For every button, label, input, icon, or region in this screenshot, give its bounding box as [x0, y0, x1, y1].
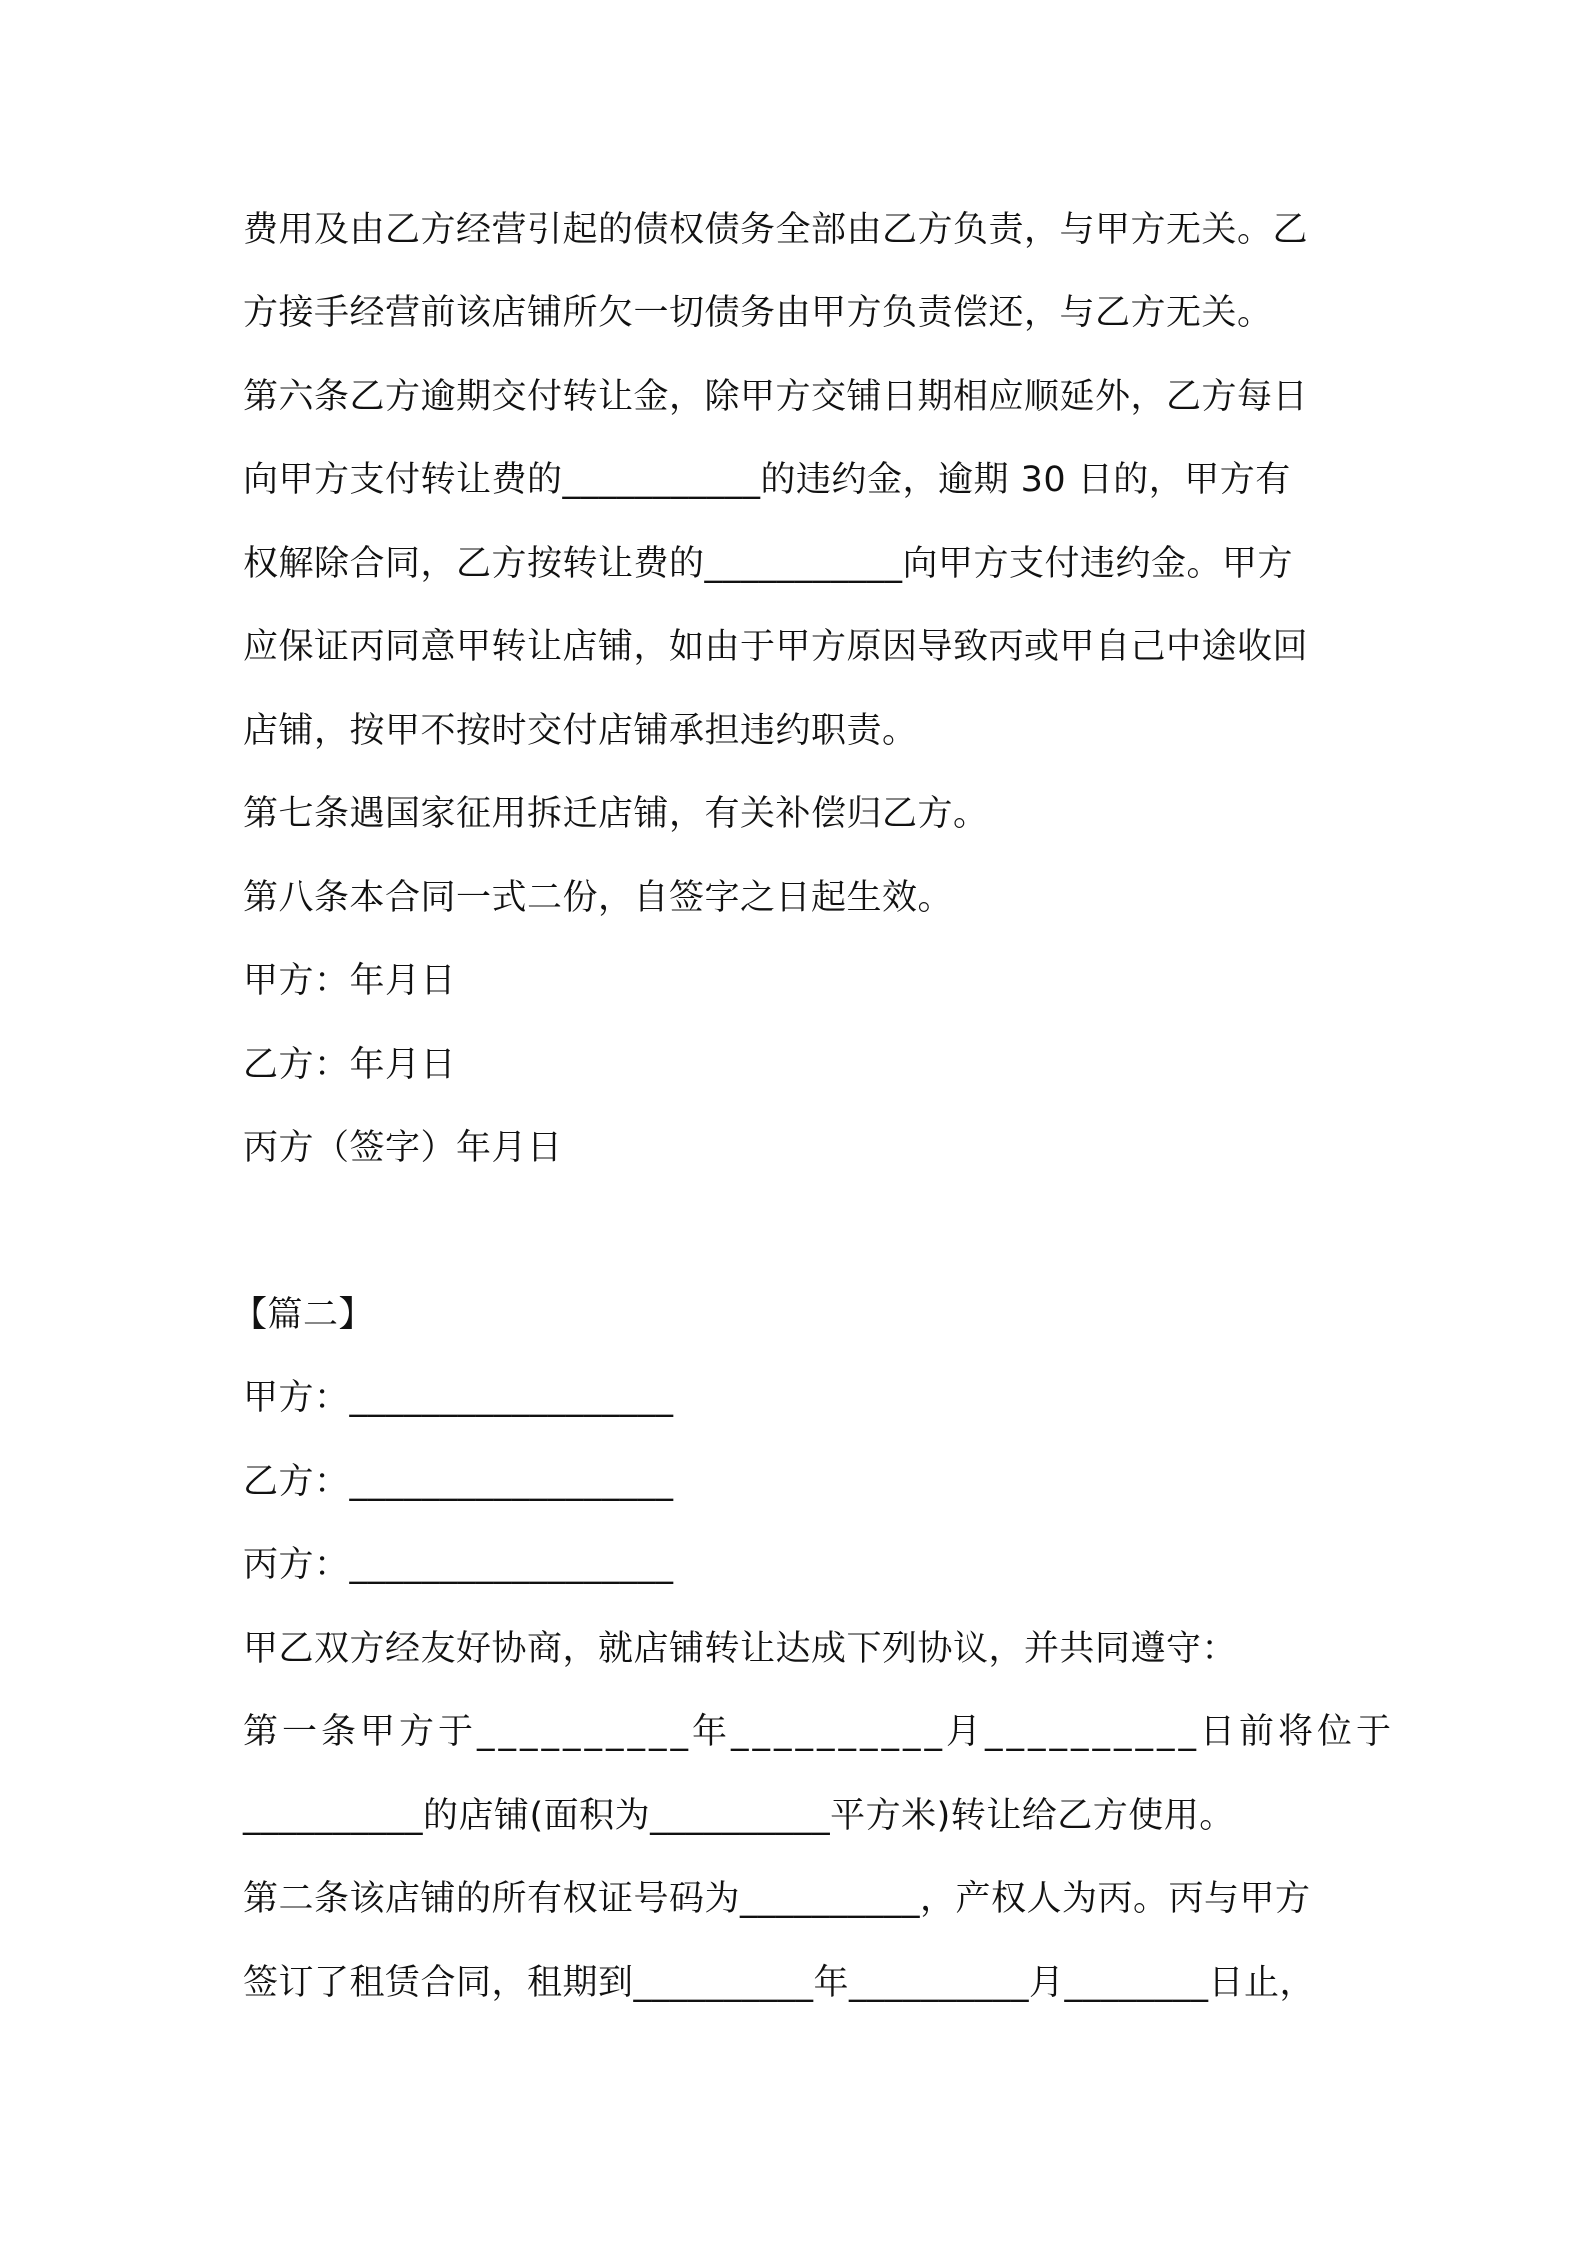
- text-line-2: 方接手经营前该店铺所欠一切债务由甲方负责偿还，与乙方无关。: [243, 293, 1273, 333]
- party-a-line: 甲方：__________________: [243, 1378, 674, 1418]
- article-2-line-2: 签订了租赁合同，租期到__________年__________月________日止，: [243, 1963, 1316, 2003]
- text-line-8: 第七条遇国家征用拆迁店铺，有关补偿归乙方。: [243, 794, 989, 834]
- article-1-line-2: __________的店铺(面积为__________平方米)转让给乙方使用。: [243, 1796, 1235, 1836]
- agreement-intro-line: 甲乙双方经友好协商，就店铺转让达成下列协议，并共同遵守：: [243, 1629, 1238, 1669]
- party-c-line: 丙方：__________________: [243, 1545, 674, 1585]
- text-line-6: 应保证丙同意甲转让店铺，如由于甲方原因导致丙或甲自己中途收回: [243, 627, 1309, 667]
- text-line-3: 第六条乙方逾期交付转让金，除甲方交铺日期相应顺延外，乙方每日: [243, 377, 1309, 417]
- text-line-5: 权解除合同，乙方按转让费的___________向甲方支付违约金。甲方: [243, 544, 1294, 584]
- signature-party-b: 乙方：年月日: [243, 1045, 457, 1085]
- text-line-7: 店铺，按甲不按时交付店铺承担违约职责。: [243, 711, 918, 751]
- text-line-4: 向甲方支付转让费的___________的违约金，逾期 30 日的，甲方有: [243, 460, 1291, 500]
- article-1-line-1: 第一条甲方于__________年__________月__________日前将位于: [243, 1712, 1396, 1752]
- signature-party-c: 丙方（签字）年月日: [243, 1128, 563, 1168]
- text-line-1: 费用及由乙方经营引起的债权债务全部由乙方负责，与甲方无关。乙: [243, 210, 1309, 250]
- article-2-line-1: 第二条该店铺的所有权证号码为__________，产权人为丙。丙与甲方: [243, 1879, 1311, 1919]
- section-title: 【篇二】: [232, 1295, 375, 1335]
- party-b-line: 乙方：__________________: [243, 1462, 674, 1502]
- text-line-9: 第八条本合同一式二份，自签字之日起生效。: [243, 878, 954, 918]
- signature-party-a: 甲方：年月日: [243, 961, 457, 1001]
